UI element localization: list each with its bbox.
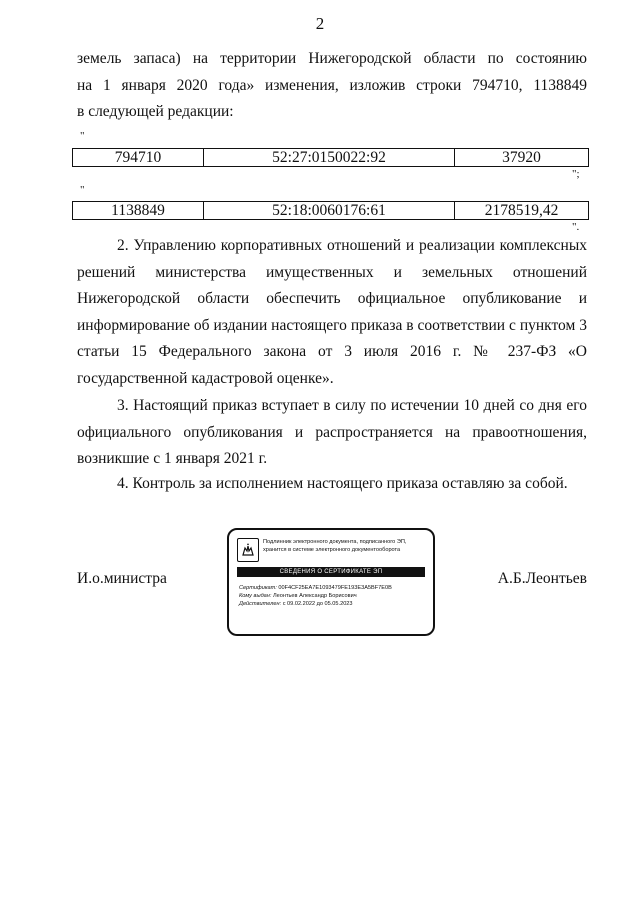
table-row-1 [72,148,589,167]
cadastral-value: 37920 [455,149,589,167]
cadastral-number: 52:18:0060176:61 [204,202,455,220]
signatory-position: И.о.министра [77,570,167,587]
row-number: 794710 [73,149,204,167]
valid-label: Действителен: [239,601,282,607]
item-4-paragraph: 4. Контроль за исполнением настоящего приказа оставляю за собой. [117,475,568,492]
coat-of-arms-icon [237,538,259,562]
open-quote-2: " [80,184,85,196]
row-number: 1138849 [73,202,204,220]
owner-label: Кому выдан: [239,593,272,599]
signatory-name: А.Б.Леонтьев [497,570,587,587]
item-3-paragraph: 3. Настоящий приказ вступает в силу по истечении 10 дней со дня его официального опубликования и распространяется на правоотношения, возникшие с 1 января 2021 г. [77,397,587,467]
cert-value: 00F4CF25EA7E1093479FE193E3A5BF7E0B [278,585,392,591]
close-quote-2: ". [572,221,580,233]
stamp-header-text: Подлинник электронного документа, подписанного ЭП, хранится в системе электронного документооборота [263,539,407,553]
intro-line-3: в следующей редакции: [77,103,234,120]
intro-line-1: земель запаса) на территории Нижегородской области по состоянию [77,50,587,67]
valid-value: с 09.02.2022 до 05.05.2023 [282,601,353,607]
stamp-certificate-bar: СВЕДЕНИЯ О СЕРТИФИКАТЕ ЭП [237,567,425,577]
cadastral-value: 2178519,42 [455,202,589,220]
intro-line-2: на 1 января 2020 года» изменения, изложив строки 794710, 1138849 [77,76,587,94]
close-quote-1: "; [572,168,580,180]
open-quote-1: " [80,130,85,142]
intro-paragraph [77,46,587,126]
table-row-2 [72,201,589,220]
cadastral-number: 52:27:0150022:92 [204,149,455,167]
owner-value: Леонтьев Александр Борисович [272,593,357,599]
page-number: 2 [315,14,325,33]
stamp-info [239,584,392,608]
item-2-paragraph: 2. Управлению корпоративных отношений и реализации комплексных решений министерства имущественных и земельных отношений Нижегородской области обеспечить официальное опубликование и информирование об издании настоящего приказа в соответствии с пунктом 3 статьи 15 Федерального закона от 3 июля 2016 г. № 237-ФЗ «О государственной кадастровой оценке». [77,237,587,387]
electronic-signature-stamp [227,528,435,636]
cert-label: Сертификат: [239,585,277,591]
